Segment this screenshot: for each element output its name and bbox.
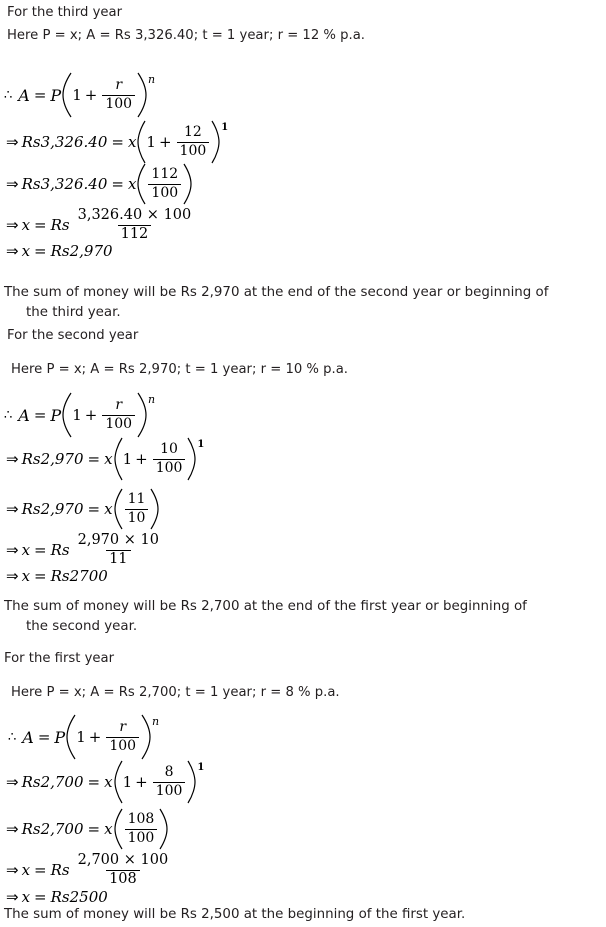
- equals-sign: =: [87, 500, 101, 518]
- plus-sign: +: [84, 406, 98, 424]
- left-paren-icon: [61, 72, 72, 118]
- equals-sign: =: [34, 541, 47, 560]
- given-values-third-year: Here P = x; A = Rs 3,326.40; t = 1 year; r = 12 % p.a.: [7, 28, 365, 43]
- equation-step-4-first-year: [6, 888, 108, 906]
- step-one: 1: [122, 450, 133, 468]
- equals-sign: =: [33, 406, 47, 424]
- fraction-11-over-10: [125, 492, 149, 525]
- plus-sign: +: [158, 133, 172, 151]
- implies-arrow-icon: ⇒: [6, 241, 19, 260]
- equals-sign: =: [34, 861, 47, 880]
- left-paren-icon: [113, 760, 123, 804]
- conclusion-line-1: The sum of money will be Rs 2,970 at the end of the second year or beginning of: [4, 285, 549, 300]
- step-lhs-amount: Rs2,700: [21, 773, 84, 791]
- step-result-value: Rs2500: [50, 888, 108, 906]
- equation-step-4-third-year: [6, 242, 113, 260]
- right-paren-icon: [150, 488, 160, 530]
- formula-compound-interest-second-year: [4, 392, 155, 438]
- plus-sign: +: [88, 728, 102, 746]
- equals-sign: =: [87, 450, 101, 468]
- implies-arrow-icon: ⇒: [6, 819, 19, 838]
- given-values-first-year: Here P = x; A = Rs 2,700; t = 1 year; r = 8 % p.a.: [11, 685, 340, 700]
- step-variable-x: x: [21, 242, 31, 260]
- fraction-numerator: 12: [184, 124, 202, 141]
- step-variable-x: x: [127, 175, 137, 193]
- left-paren-icon: [136, 120, 146, 164]
- fraction-denominator: 100: [102, 95, 135, 112]
- fraction-denominator: 100: [106, 737, 139, 754]
- left-paren-icon: [61, 392, 72, 438]
- equals-sign: =: [34, 216, 47, 235]
- fraction-numerator: 2,700 × 100: [77, 852, 169, 868]
- right-paren-icon: [183, 163, 193, 205]
- conclusion-first-year: [4, 905, 604, 925]
- fraction-rate-over-hundred: [106, 720, 139, 753]
- plus-sign: +: [84, 86, 98, 104]
- implies-arrow-icon: ⇒: [6, 860, 19, 879]
- implies-arrow-icon: ⇒: [6, 174, 19, 193]
- left-paren-icon: [113, 808, 123, 850]
- formula-compound-interest-first-year: [8, 714, 159, 760]
- fraction-numerator: 10: [160, 441, 178, 458]
- equals-sign: =: [34, 242, 47, 260]
- equation-step-3-first-year: [6, 853, 173, 887]
- given-values-second-year: Here P = x; A = Rs 2,970; t = 1 year; r = 10 % p.a.: [11, 362, 348, 377]
- step-one: 1: [122, 773, 133, 791]
- fraction-denominator: 10: [125, 509, 149, 526]
- step-variable-x: x: [104, 820, 113, 838]
- step-variable-x: x: [21, 861, 31, 880]
- equation-step-3-second-year: [6, 533, 164, 567]
- conclusion-second-year: [4, 597, 604, 637]
- section-heading-second-year: For the second year: [7, 328, 139, 343]
- exponent-1: 1: [221, 121, 229, 133]
- fraction-numerator: r: [115, 77, 123, 94]
- step-lhs-amount: Rs2,970: [21, 450, 84, 468]
- fraction-result-expression: [75, 208, 195, 242]
- fraction-denominator: 100: [125, 829, 158, 846]
- step-variable-x: x: [104, 450, 113, 468]
- equation-step-3-third-year: [6, 208, 196, 242]
- fraction-112-over-100: [148, 167, 181, 200]
- equals-sign: =: [111, 133, 124, 151]
- implies-arrow-icon: ⇒: [6, 540, 19, 559]
- step-lhs-amount: Rs3,326.40: [21, 175, 108, 193]
- exponent-1: 1: [197, 438, 205, 450]
- fraction-numerator: 8: [164, 764, 174, 781]
- formula-amount-symbol: A: [22, 727, 34, 747]
- therefore-symbol: ∴: [4, 87, 13, 103]
- step-variable-x: x: [21, 541, 31, 560]
- step-lhs-amount: Rs3,326.40: [21, 133, 108, 151]
- left-paren-icon: [113, 437, 123, 481]
- plus-sign: +: [135, 450, 148, 468]
- implies-arrow-icon: ⇒: [6, 772, 19, 791]
- formula-principal-symbol: P: [54, 727, 66, 747]
- equals-sign: =: [37, 728, 51, 746]
- formula-principal-symbol: P: [50, 405, 62, 425]
- implies-arrow-icon: ⇒: [6, 566, 19, 585]
- formula-amount-symbol: A: [18, 405, 30, 425]
- fraction-rate-over-hundred: [153, 442, 186, 475]
- formula-one: 1: [76, 728, 86, 746]
- fraction-denominator: 108: [106, 870, 140, 888]
- equation-step-1-second-year: [6, 437, 204, 481]
- section-heading-first-year: For the first year: [4, 651, 115, 666]
- right-paren-icon: [137, 72, 148, 118]
- fraction-result-expression: [75, 853, 172, 887]
- step-variable-x: x: [127, 133, 137, 151]
- plus-sign: +: [135, 773, 148, 791]
- implies-arrow-icon: ⇒: [6, 215, 19, 234]
- fraction-rate-over-hundred: [177, 125, 210, 158]
- step-lhs-amount: Rs2,700: [21, 820, 84, 838]
- therefore-symbol: ∴: [4, 407, 13, 423]
- fraction-result-expression: [75, 533, 162, 567]
- fraction-rate-over-hundred: [102, 78, 135, 111]
- conclusion-line-2: the second year.: [26, 619, 138, 634]
- fraction-108-over-100: [125, 812, 158, 845]
- fraction-denominator: 112: [118, 225, 152, 243]
- fraction-rate-over-hundred: [102, 398, 135, 431]
- equation-step-4-second-year: [6, 567, 108, 585]
- equation-step-1-first-year: [6, 760, 204, 804]
- formula-compound-interest-third-year: [4, 72, 155, 118]
- right-paren-icon: [187, 437, 197, 481]
- fraction-numerator: 2,970 × 10: [77, 532, 159, 548]
- fraction-denominator: 11: [106, 550, 130, 568]
- formula-one: 1: [72, 406, 82, 424]
- exponent-n: n: [152, 714, 160, 728]
- currency-unit: Rs: [50, 216, 70, 235]
- exponent-1: 1: [197, 761, 205, 773]
- formula-amount-symbol: A: [18, 85, 30, 105]
- fraction-denominator: 100: [102, 415, 135, 432]
- fraction-denominator: 100: [153, 459, 186, 476]
- right-paren-icon: [141, 714, 152, 760]
- equation-step-2-first-year: [6, 808, 169, 850]
- equation-step-2-second-year: [6, 488, 160, 530]
- step-result-value: Rs2700: [50, 567, 108, 585]
- conclusion-third-year: [4, 283, 604, 323]
- step-result-value: Rs2,970: [50, 242, 113, 260]
- conclusion-line-2: the third year.: [26, 305, 121, 320]
- therefore-symbol: ∴: [8, 729, 17, 745]
- step-variable-x: x: [104, 500, 113, 518]
- equals-sign: =: [33, 86, 47, 104]
- exponent-n: n: [148, 72, 156, 86]
- step-lhs-amount: Rs2,970: [21, 500, 84, 518]
- equals-sign: =: [111, 175, 124, 193]
- left-paren-icon: [136, 163, 146, 205]
- implies-arrow-icon: ⇒: [6, 449, 19, 468]
- right-paren-icon: [187, 760, 197, 804]
- equals-sign: =: [34, 888, 47, 906]
- formula-principal-symbol: P: [50, 85, 62, 105]
- conclusion-line-1: The sum of money will be Rs 2,500 at the beginning of the first year.: [4, 907, 466, 922]
- fraction-numerator: 108: [127, 811, 155, 828]
- equation-step-1-third-year: [6, 120, 228, 164]
- fraction-numerator: r: [119, 719, 127, 736]
- left-paren-icon: [113, 488, 123, 530]
- equation-step-2-third-year: [6, 163, 193, 205]
- formula-one: 1: [72, 86, 82, 104]
- equals-sign: =: [87, 773, 101, 791]
- right-paren-icon: [211, 120, 221, 164]
- right-paren-icon: [159, 808, 169, 850]
- fraction-numerator: 11: [127, 491, 146, 508]
- step-variable-x: x: [21, 567, 31, 585]
- fraction-denominator: 100: [148, 184, 181, 201]
- fraction-denominator: 100: [177, 142, 210, 159]
- implies-arrow-icon: ⇒: [6, 887, 19, 906]
- implies-arrow-icon: ⇒: [6, 132, 19, 151]
- left-paren-icon: [65, 714, 76, 760]
- currency-unit: Rs: [50, 861, 70, 880]
- implies-arrow-icon: ⇒: [6, 499, 19, 518]
- fraction-numerator: r: [115, 397, 123, 414]
- section-heading-third-year: For the third year: [7, 5, 122, 20]
- fraction-rate-over-hundred: [153, 765, 186, 798]
- currency-unit: Rs: [50, 541, 70, 560]
- right-paren-icon: [137, 392, 148, 438]
- fraction-numerator: 3,326.40 × 100: [77, 207, 192, 223]
- fraction-denominator: 100: [153, 782, 186, 799]
- step-variable-x: x: [21, 216, 31, 235]
- step-variable-x: x: [21, 888, 31, 906]
- fraction-numerator: 112: [151, 166, 179, 183]
- equals-sign: =: [34, 567, 47, 585]
- step-one: 1: [146, 133, 156, 151]
- equals-sign: =: [87, 820, 101, 838]
- conclusion-line-1: The sum of money will be Rs 2,700 at the end of the first year or beginning of: [4, 599, 527, 614]
- exponent-n: n: [148, 392, 156, 406]
- step-variable-x: x: [104, 773, 113, 791]
